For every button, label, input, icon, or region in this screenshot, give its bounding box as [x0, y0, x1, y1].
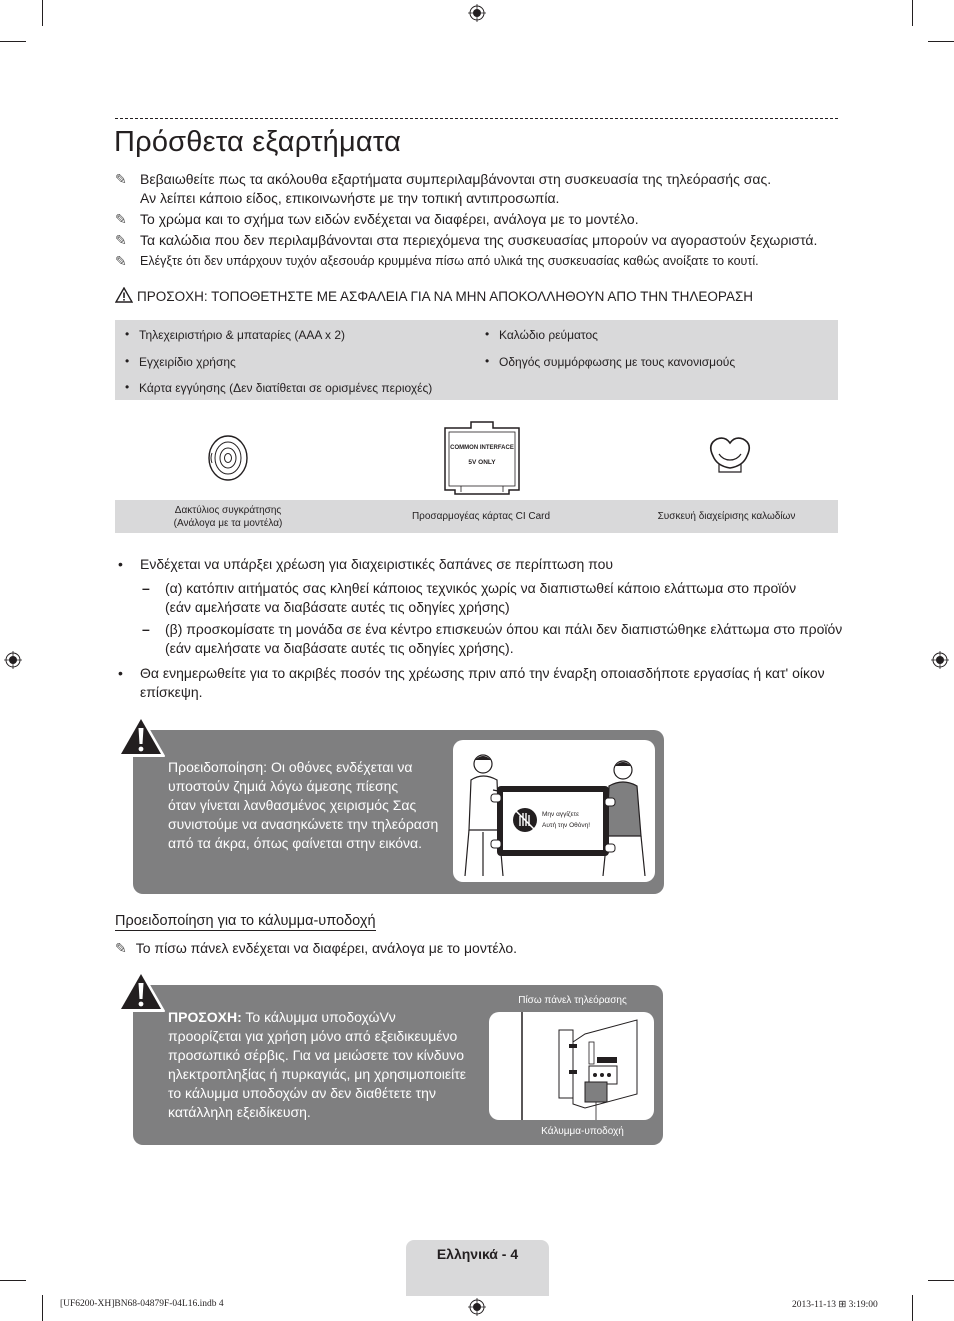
- accessories-box: [115, 320, 838, 400]
- lifting-tv-illustration: [453, 740, 655, 882]
- screen-warning-text: Προειδοποίηση: Οι οθόνες ενδέχεται να υποστούν ζημιά λόγω άμεσης πίεσης όταν γίνεται λανθασμένος χειρισμός Σας συνιστούμε να ανασηκώνετε την τηλεόραση από τα άκρα, όπως φαίνεται στην εικόνα.: [168, 759, 439, 851]
- crop-mark: [912, 0, 913, 26]
- rear-panel-illustration: [489, 1012, 654, 1120]
- pencil-note-icon: ✎: [115, 171, 127, 187]
- rear-panel-illustration-card: [489, 1012, 654, 1120]
- registration-mark-icon: [931, 651, 949, 669]
- print-file-info: [UF6200-XH]BN68-04879F-04L16.indb 4: [60, 1299, 224, 1309]
- crop-mark: [928, 1280, 954, 1281]
- crop-mark: [42, 0, 43, 26]
- note-item: ✎ Το χρώμα και το σχήμα των ειδών ενδέχεται να διαφέρει, ανάλογα με το μοντέλο.: [115, 211, 639, 227]
- registration-mark-icon: [468, 1298, 486, 1316]
- accessory-item: • Οδηγός συμμόρφωσης με τους κανονισμούς: [485, 355, 735, 369]
- warning-triangle-icon: [116, 714, 166, 758]
- fees-list: [115, 555, 850, 702]
- ci-card-line2: 5V ONLY: [468, 459, 496, 466]
- note-item: ✎ Τα καλώδια που δεν περιλαμβάνονται στα περιεχόμενα της συσκευασίας μπορούν να αγοραστούν ξεχωριστά.: [115, 232, 818, 248]
- pencil-note-icon: ✎: [115, 940, 127, 956]
- jack-cover-label: Κάλυμμα-υποδοχή: [541, 1126, 624, 1137]
- jack-cover-warning-text: ΠΡΟΣΟΧΗ: Το κάλυμμα υποδοχώVν προορίζεται για χρήση μόνο από εξειδικευμένο προσωπικό σέρβις. Για να μειώσετε τον κίνδυνο ηλεκτροπληξίας ή πυρκαγιάς, μη χρησιμοποιείτε το κάλυμμα υποδοχών αν δεν διαθέτετε την κατάλληλη εξειδίκευση.: [168, 1009, 466, 1120]
- section-heading: Προειδοποίηση για το κάλυμμα-υποδοχή: [115, 913, 376, 929]
- accessory-item: • Εγχειρίδιο χρήσης: [125, 355, 236, 369]
- note-item: ✎ Το πίσω πάνελ ενδέχεται να διαφέρει, ανάλογα με το μοντέλο.: [115, 940, 518, 956]
- notes-list: [115, 170, 845, 273]
- list-item: – (α) κατόπιν αιτήματός σας κληθεί κάποιος τεχνικός χωρίς να διαπιστωθεί κάποιο ελάττωμα στο προϊόν (εάν αμελήσατε να διαβάσατε αυτές τις οδηγίες χρήσης): [142, 580, 797, 615]
- crop-mark: [928, 41, 954, 42]
- ci-card-adapter-icon: [441, 420, 523, 496]
- crop-mark: [0, 1280, 26, 1281]
- holder-ring-caption: Δακτύλιος συγκράτησης (Ανάλογα με τα μοντέλα): [173, 504, 283, 529]
- accessory-item: • Κάρτα εγγύησης (Δεν διατίθεται σε ορισμένες περιοχές): [125, 381, 432, 395]
- warning-triangle-icon: [116, 969, 166, 1013]
- pencil-note-icon: ✎: [115, 232, 127, 248]
- cable-manager-icon: [705, 434, 755, 476]
- list-item: – (β) προσκομίσατε τη μονάδα σε ένα κέντρο επισκευών όπου και πάλι δεν διαπιστώθηκε ελάττωμα στο προϊόν (εάν αμελήσατε να διαβάσατε αυτές τις οδηγίες χρήσης).: [142, 621, 843, 656]
- pencil-note-icon: ✎: [115, 211, 127, 227]
- registration-mark-icon: [4, 651, 22, 669]
- crop-mark: [0, 41, 26, 42]
- page-number-label: Ελληνικά - 4: [436, 1246, 519, 1262]
- crop-mark: [912, 1295, 913, 1321]
- caution-heading: ΠΡΟΣΟΧΗ: ΤΟΠΟΘΕΤΗΣΤΕ ΜΕ ΑΣΦΑΛΕΙΑ ΓΙΑ ΝΑ ΜΗΝ ΑΠΟΚΟΛΛΗΘΟΥΝ ΑΠΟ ΤΗΝ ΤΗΛΕΟΡΑΣΗ: [115, 287, 753, 304]
- list-item: • Ενδέχεται να υπάρξει χρέωση για διαχειριστικές δαπάνες σε περίπτωση που: [118, 556, 614, 572]
- holder-ring-icon: [206, 433, 250, 483]
- lifting-illustration-card: [453, 740, 655, 882]
- pencil-note-icon: ✎: [115, 253, 127, 269]
- header-dashed-rule: [115, 118, 838, 119]
- accessory-item: • Καλώδιο ρεύματος: [485, 328, 598, 342]
- list-item: • Θα ενημερωθείτε για το ακριβές ποσόν της χρέωσης πριν από την έναρξη οποιασδήποτε εργασίας ή κατ' οίκον επίσκεψη.: [118, 665, 825, 700]
- page-title: Πρόσθετα εξαρτήματα: [114, 126, 402, 158]
- accessory-item: • Τηλεχειριστήριο & μπαταρίες (AAA x 2): [125, 328, 345, 342]
- warning-triangle-icon: [115, 287, 133, 303]
- registration-mark-icon: [468, 4, 486, 22]
- ci-adapter-caption: Προσαρμογέας κάρτας CI Card: [411, 511, 551, 522]
- do-not-touch-line1: Μην αγγίζετε: [542, 811, 580, 818]
- ci-card-line1: COMMON INTERFACE: [450, 445, 514, 451]
- note-item: ✎ Ελέγξτε ότι δεν υπάρχουν τυχόν αξεσουάρ κρυμμένα πίσω από υλικά της συσκευασίας καθώς ανοίξατε το κουτί.: [115, 253, 759, 269]
- accessory-caption-bar: [115, 500, 838, 533]
- rear-panel-label: Πίσω πάνελ τηλεόρασης: [518, 995, 627, 1006]
- cable-manager-caption: Συσκευή διαχείρισης καλωδίων: [657, 511, 796, 522]
- print-timestamp: 2013-11-13 ⊞ 3:19:00: [792, 1300, 878, 1310]
- do-not-touch-line2: Αυτή την Οθόνη!: [542, 822, 591, 829]
- crop-mark: [42, 1295, 43, 1321]
- note-item: ✎ Βεβαιωθείτε πως τα ακόλουθα εξαρτήματα συμπεριλαμβάνονται στη συσκευασία της τηλεόρασής σας. Αν λείπει κάποιο είδος, επικοινωνήστε με την τοπική αντιπροσωπία.: [115, 171, 772, 206]
